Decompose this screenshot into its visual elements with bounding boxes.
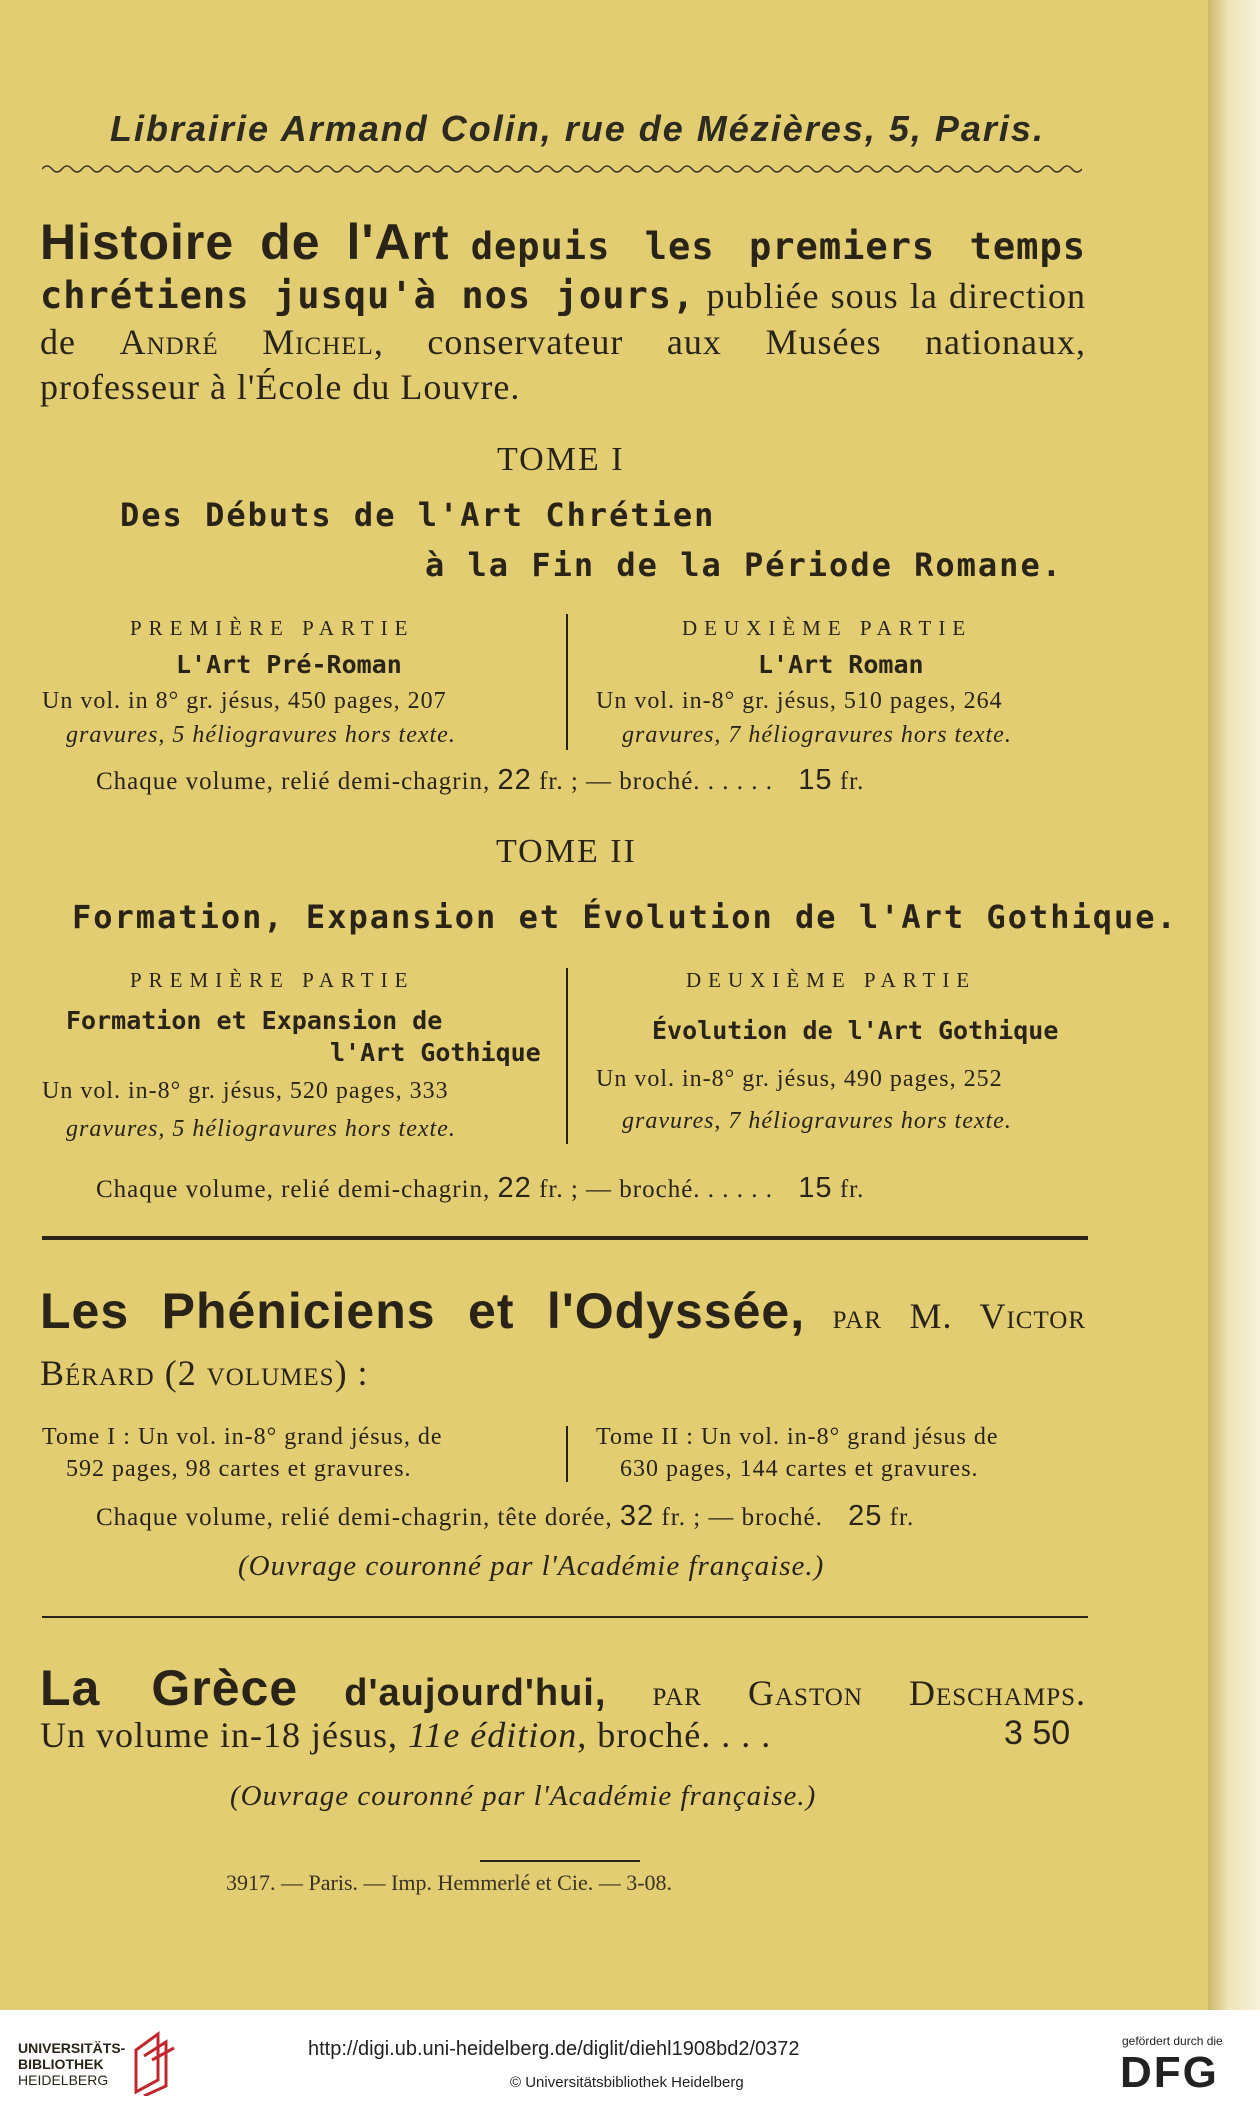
logo-text-line1: UNIVERSITÄTS- <box>18 2040 126 2056</box>
pheniciens-tome-2-line1: Tome II : Un vol. in-8° grand jésus de <box>596 1424 999 1450</box>
tome-2-part-1-desc-2: gravures, 5 héliogravures hors texte. <box>66 1116 456 1142</box>
wavy-rule <box>42 163 1082 175</box>
pheniciens-price-mid: fr. ; — broché. <box>661 1504 823 1531</box>
pheniciens-title-line <box>40 1281 1086 1346</box>
tome-2-part-2-desc-1: Un vol. in-8° gr. jésus, 490 pages, 252 <box>596 1066 1003 1092</box>
grece-edition: 11e édition, <box>407 1715 588 1755</box>
tome-1-part-2-desc-1: Un vol. in-8° gr. jésus, 510 pages, 264 <box>596 688 1003 714</box>
tome-2-price-text: Chaque volume, relié demi-chagrin, <box>96 1176 491 1203</box>
column-divider <box>566 1426 568 1482</box>
tome-2-price-bound: 22 <box>497 1172 532 1204</box>
grece-award: (Ouvrage couronné par l'Académie française.) <box>230 1780 817 1812</box>
section-divider <box>42 1616 1088 1618</box>
tome-1-part-2-label: DEUXIÈME PARTIE <box>682 616 973 640</box>
tome-2-part-1-title-1: Formation et Expansion de <box>66 1006 443 1035</box>
tome-2-price-unit: fr. <box>839 1176 865 1203</box>
library-logo-icon <box>128 2030 176 2096</box>
tome-1-part-2-title: L'Art Roman <box>758 650 924 679</box>
tome-2-price-mid: fr. ; — broché. . . . . . <box>539 1176 774 1203</box>
tome-1-part-2-desc-2: gravures, 7 héliogravures hors texte. <box>622 722 1012 748</box>
column-divider <box>566 968 568 1144</box>
pheniciens-author-line <box>40 1352 369 1394</box>
histoire-line3-rest: conservateur aux Musées nationaux, <box>427 322 1087 362</box>
tome-1-price-line <box>96 764 864 797</box>
tome-1-price-unit: fr. <box>839 768 865 795</box>
column-divider <box>566 614 568 750</box>
bottom-bar <box>0 2010 1260 2107</box>
histoire-title: Histoire de l'Art <box>40 214 450 270</box>
tome-2-part-2-title: Évolution de l'Art Gothique <box>652 1016 1059 1045</box>
pheniciens-by: par M. Victor <box>832 1296 1087 1336</box>
pheniciens-tome-1-line2: 592 pages, 98 cartes et gravures. <box>66 1456 412 1482</box>
tome-1-label: TOME I <box>497 441 625 478</box>
histoire-line3-pre: de <box>40 322 76 362</box>
tome-1-part-1-title: L'Art Pré-Roman <box>176 650 402 679</box>
grece-line2-rest: broché. . . . <box>597 1715 772 1755</box>
pheniciens-price-broche: 25 <box>848 1500 883 1532</box>
publisher-header: Librairie Armand Colin, rue de Mézières, 5, Paris. <box>110 108 1045 149</box>
author-andre-michel: André Michel, <box>119 322 384 362</box>
tome-1-price-bound: 22 <box>497 764 532 796</box>
pheniciens-price-bound: 32 <box>619 1500 655 1532</box>
grece-title-rest: d'aujourd'hui, <box>344 1672 607 1714</box>
tome-2-part-2-desc-2: gravures, 7 héliogravures hors texte. <box>622 1108 1012 1134</box>
section-divider <box>42 1236 1088 1240</box>
copyright: © Universitätsbibliothek Heidelberg <box>510 2074 744 2091</box>
pheniciens-title: Les Phéniciens et l'Odyssée, <box>40 1283 806 1339</box>
grece-by: par Gaston Deschamps. <box>652 1673 1087 1713</box>
tome-2-part-2-label: DEUXIÈME PARTIE <box>686 968 977 992</box>
grece-line2 <box>40 1714 771 1756</box>
library-logo-text <box>18 2040 125 2088</box>
histoire-line3 <box>40 319 1086 366</box>
tome-1-price-mid: fr. ; — broché. . . . . . <box>539 768 774 795</box>
grece-line2-pre: Un volume in-18 jésus, <box>40 1715 398 1755</box>
imprint: 3917. — Paris. — Imp. Hemmerlé et Cie. — 3-08. <box>226 1870 673 1895</box>
pheniciens-tome-2-line2: 630 pages, 144 cartes et gravures. <box>620 1456 979 1482</box>
tome-1-price-text: Chaque volume, relié demi-chagrin, <box>96 768 491 795</box>
pheniciens-price-line <box>96 1500 914 1533</box>
logo-text-line2: BIBLIOTHEK <box>18 2056 104 2072</box>
histoire-line4: professeur à l'École du Louvre. <box>40 367 521 407</box>
grece-price: 3 50 <box>1004 1714 1071 1752</box>
permalink-url[interactable]: http://digi.ub.uni-heidelberg.de/diglit/diehl1908bd2/0372 <box>308 2038 800 2060</box>
funded-by-label: gefördert durch die <box>1122 2034 1223 2048</box>
pheniciens-price-text: Chaque volume, relié demi-chagrin, tête dorée, <box>96 1504 613 1531</box>
histoire-line2 <box>40 272 1086 320</box>
tome-2-part-1-desc-1: Un vol. in-8° gr. jésus, 520 pages, 333 <box>42 1078 449 1104</box>
logo-text-line3: HEIDELBERG <box>18 2072 109 2088</box>
tome-2-part-1-title-2: l'Art Gothique <box>330 1038 541 1067</box>
tome-2-subtitle: Formation, Expansion et Évolution de l'Art Gothique. <box>72 898 1178 936</box>
histoire-title-line <box>40 212 1086 277</box>
page-edge <box>1208 0 1260 2010</box>
histoire-title-rest: depuis les premiers temps <box>470 225 1086 268</box>
imprint-rule <box>480 1860 640 1862</box>
tome-2-label: TOME II <box>496 833 637 870</box>
tome-1-part-1-label: PREMIÈRE PARTIE <box>130 616 415 640</box>
tome-2-price-line <box>96 1172 864 1205</box>
pheniciens-tome-1-line1: Tome I : Un vol. in-8° grand jésus, de <box>42 1424 443 1450</box>
grece-title: La Grèce <box>40 1660 299 1716</box>
histoire-line2-rest: publiée sous la direction <box>706 276 1087 316</box>
tome-1-part-1-desc-1: Un vol. in 8° gr. jésus, 450 pages, 207 <box>42 688 447 714</box>
pheniciens-price-unit: fr. <box>889 1504 915 1531</box>
tome-2-part-1-label: PREMIÈRE PARTIE <box>130 968 415 992</box>
histoire-line2-bold: chrétiens jusqu'à nos jours, <box>40 274 696 317</box>
dfg-logo: DFG <box>1120 2048 1219 2097</box>
pheniciens-author: Bérard (2 volumes) : <box>40 1353 369 1393</box>
tome-1-part-1-desc-2: gravures, 5 héliogravures hors texte. <box>66 722 456 748</box>
tome-2-price-broche: 15 <box>798 1172 833 1204</box>
pheniciens-award: (Ouvrage couronné par l'Académie française.) <box>238 1550 825 1582</box>
tome-1-subtitle-line2: à la Fin de la Période Romane. <box>425 546 1063 584</box>
tome-1-price-broche: 15 <box>798 764 833 796</box>
tome-1-subtitle-line1: Des Débuts de l'Art Chrétien <box>120 496 716 534</box>
